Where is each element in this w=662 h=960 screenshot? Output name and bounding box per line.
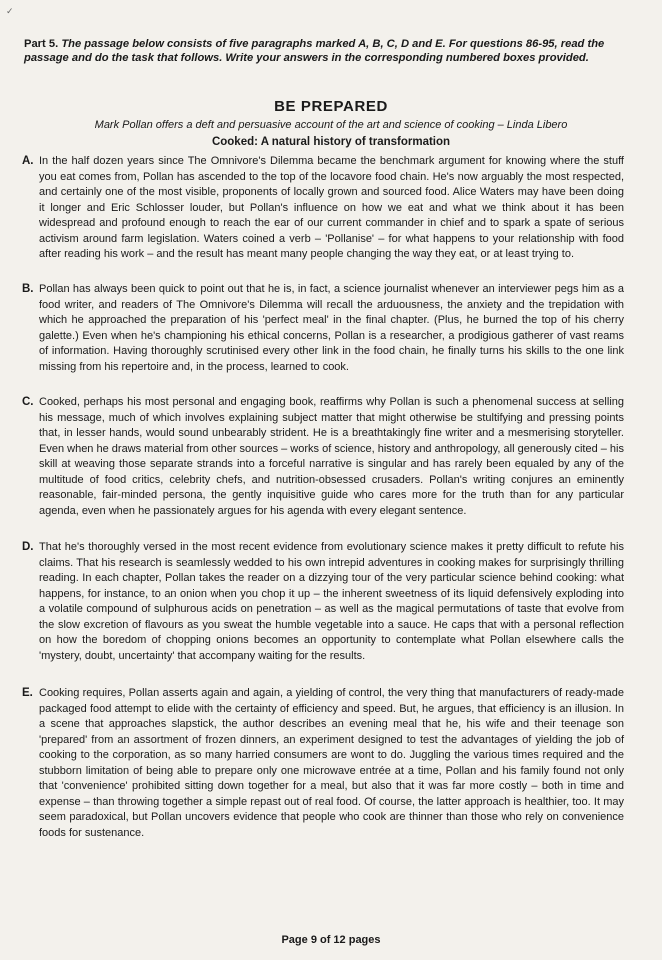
paragraph-letter: A. [22,155,34,167]
paragraph-letter: C. [22,396,34,408]
paragraph-d [22,540,624,664]
paragraph-letter: B. [22,283,34,295]
paragraph-c [22,395,624,519]
paragraph-e [22,686,624,841]
article-subtitle: Mark Pollan offers a deft and persuasive account of the art and science of cooking – Linda Libero [94,119,568,131]
paragraph-letter: E. [22,687,33,699]
paragraph-text: Cooked, perhaps his most personal and engaging book, reaffirms why Pollan is such a phenomenal success at selling his message, much of which involves explaining subject matter that might otherwise be stultifying and pressing points that, in lesser hands, would sound unbearably strident. He is a breathtakingly fine writer and a mesmerising storyteller. Even when he draws material from other sources – works of science, history and anthropology, all generously cited – his skill at weaving those separate strands into a forceful narrative is singular and has rarely been equaled by any of the multitude of food critics, celebrity chefs, and nutrition-obsessed crusaders. Pollan's writing conjures an eminently reasonable, fair-minded persona, the gently inquisitive guide who cares more for the truth than for any particular agenda, even when he passionately argues for his agenda with every elegant sentence. [39,396,624,517]
paragraph-b [22,282,624,375]
article-title: BE PREPARED [274,98,388,115]
paragraph-text: Pollan has always been quick to point out that he is, in fact, a science journalist whenever an interviewer pegs him as a food writer, and readers of The Omnivore's Dilemma will recall the arduousness, the anxiety and the trepidation with which he approached the preparation of his 'perfect meal' in the final chapter. (Plus, he burned the top of his cherry galette.) Even when he's championing his ethical concerns, Pollan is a researcher, a prodigious gatherer of vast reams of information. Having thoroughly scrutinised every other link in the food chain, he finally turns his skills to the one link missing from his repertoire and, in the process, learned to cook. [39,283,624,373]
paragraph-letter: D. [22,541,34,553]
page-number: Page 9 of 12 pages [281,934,381,946]
paragraph-text: In the half dozen years since The Omnivore's Dilemma became the benchmark argument for knowing where the stuff you eat comes from, Pollan has ascended to the top of the locavore food chain. He's now arguably the most respected, and certainly one of the most visible, proponents of locally grown and sourced food. Alice Waters may have been doing it longer and Eric Schlosser louder, but Pollan's influence on how we eat and what we think about it has been widespread and profound enough to reach the ear of our current commander in chief and to spark a spate of serious activism around farm legislation. Waters coined a verb – 'Pollanise' – for what happens to your relationship with food after reading his work – and the result has meant many people changing the way they eat, or at least trying to. [39,155,624,260]
instructions-text: The passage below consists of five paragraphs marked A, B, C, D and E. For questions 86-95, read the passage and do the task that follows. Write your answers in the corresponding numbered boxes provided. [24,38,605,64]
paragraph-a [22,154,624,263]
instructions-lead: Part 5. [24,38,59,50]
corner-mark: ✓ [6,6,14,16]
paragraph-text: Cooking requires, Pollan asserts again and again, a yielding of control, the very thing that manufacturers of ready-made packaged food attempt to elide with the certainty of efficiency and speed. But, he argues, that efficiency is an illusion. In a scene that approaches slapstick, the author describes an evening meal that he, his wife and their teenage son 'prepared' from an assortment of frozen dinners, an experiment designed to test the advantages of yielding the job of cooking to the corporation, as so many harried consumers are wont to do. Juggling the various times required and the stubborn limitation of being able to prepare only one microwave entrée at a time, Pollan and his family found not only that 'convenience' prohibited sitting down together for a meal, but also that it was far more costly – both in time and expense – than throwing together a simple repast out of real food. Of course, the latter approach is healthier, too. It may seem paradoxical, but Pollan uncovers evidence that people who cook are thinner than those who rely on convenience foods for sustenance. [39,687,624,839]
book-title: Cooked: A natural history of transformation [211,136,451,148]
paragraph-text: That he's thoroughly versed in the most recent evidence from evolutionary science makes it pretty difficult to refute his claims. That his research is seamlessly wedded to his own intrepid adventures in cooking makes for surprisingly thrilling reading. In each chapter, Pollan takes the reader on a dizzying tour of the very particular science behind cooking: what happens, for instance, to an onion when you chop it up – the inherent sweetness of its liquid defensively exploding into a volatile compound of sulphurous acids on penetration – as well as the magical permutations of taste that evolve from the slow excretion of flavours as you sweat the humble vegetable into a sauce. He caps that with a personal reflection on how the boredom of chopping onions becomes an opportunity to contemplate what Pollan elsewhere calls the 'mystery, doubt, uncertainty' that accompany waiting for the results. [39,541,624,662]
instructions [24,38,638,65]
